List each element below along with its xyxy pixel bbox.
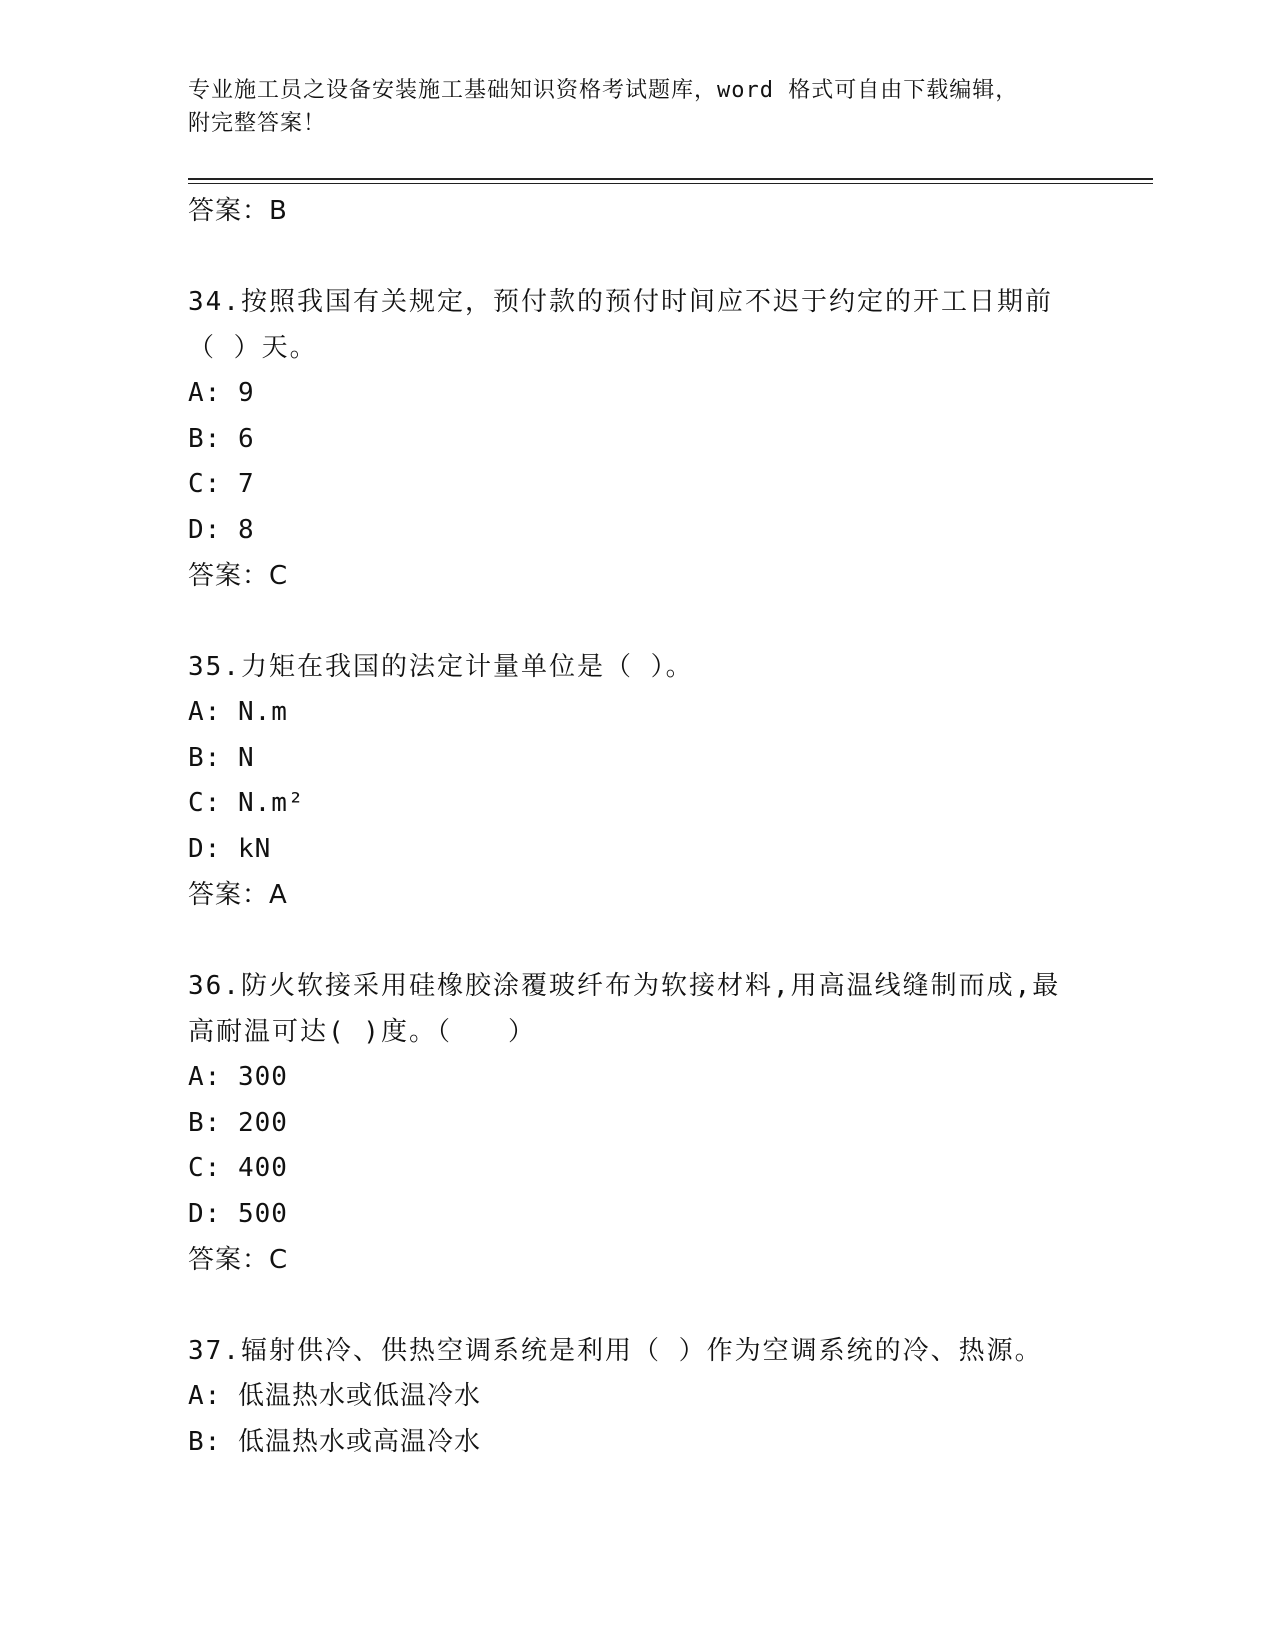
question-stem: 36.防火软接采用硅橡胶涂覆玻纤布为软接材料,用高温线缝制而成,最 xyxy=(188,971,1061,1001)
header-line-1: 专业施工员之设备安装施工基础知识资格考试题库，word 格式可自由下载编辑， xyxy=(188,78,1019,103)
option-b: B: 6 xyxy=(188,423,255,454)
question-35 xyxy=(188,644,1088,918)
answer-line: 答案：C xyxy=(188,561,289,591)
question-stem: 37.辐射供冷、供热空调系统是利用（ ）作为空调系统的冷、热源。 xyxy=(188,1336,1043,1366)
document-header xyxy=(188,74,1088,140)
spacer xyxy=(188,234,1088,279)
question-36 xyxy=(188,963,1088,1283)
option-c: C: 7 xyxy=(188,469,255,499)
option-a: A: 300 xyxy=(188,1062,288,1092)
question-stem: 34.按照我国有关规定，预付款的预付时间应不迟于约定的开工日期前 xyxy=(188,287,1053,317)
option-b: B: 低温热水或高温冷水 xyxy=(188,1426,481,1457)
header-line-2: 附完整答案！ xyxy=(188,111,327,136)
option-a: A: N.m xyxy=(188,697,288,727)
spacer xyxy=(188,599,1088,644)
option-c: C: 400 xyxy=(188,1153,288,1183)
option-d: D: 8 xyxy=(188,514,255,545)
question-stem-continued: 高耐温可达( )度。（ ） xyxy=(188,1017,536,1047)
question-37 xyxy=(188,1328,1088,1465)
question-stem-continued: （ ）天。 xyxy=(188,333,318,363)
option-a: A: 低温热水或低温冷水 xyxy=(188,1381,481,1411)
answer-line: 答案：A xyxy=(188,880,288,910)
option-a: A: 9 xyxy=(188,378,255,408)
option-b: B: N xyxy=(188,742,255,773)
question-34 xyxy=(188,279,1088,599)
spacer xyxy=(188,918,1088,963)
question-stem: 35.力矩在我国的法定计量单位是（ ）。 xyxy=(188,652,694,682)
header-rule-thick xyxy=(188,178,1153,180)
option-d: D: 500 xyxy=(188,1198,288,1229)
spacer xyxy=(188,1283,1088,1328)
question-list xyxy=(188,188,1088,1465)
header-rule-thin xyxy=(188,183,1153,184)
option-b: B: 200 xyxy=(188,1107,288,1138)
answer-line: 答案：B xyxy=(188,196,288,226)
option-d: D: kN xyxy=(188,833,272,864)
option-c: C: N.m² xyxy=(188,788,305,818)
answer-line: 答案：C xyxy=(188,1245,289,1275)
